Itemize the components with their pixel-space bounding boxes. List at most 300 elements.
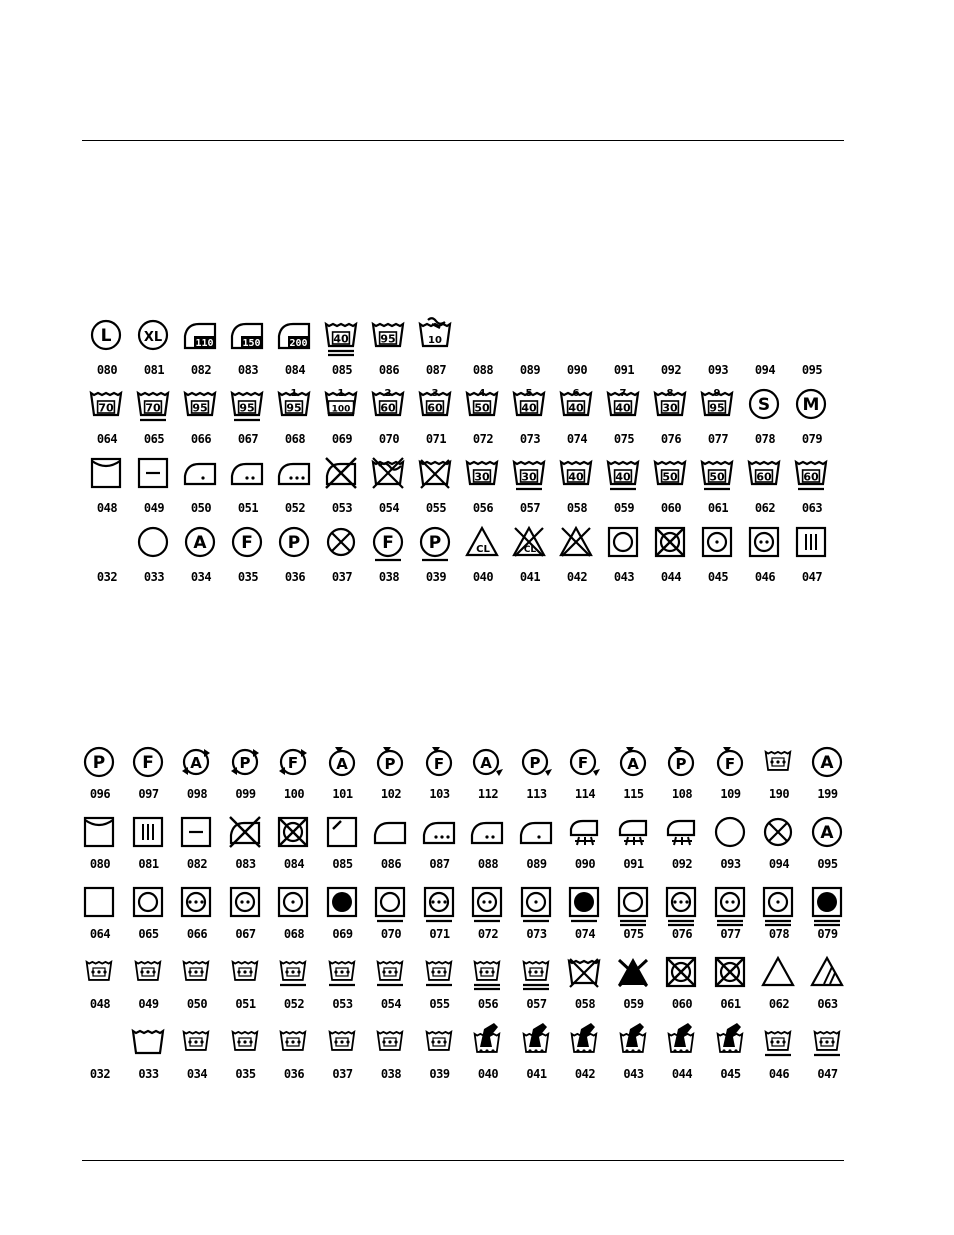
symbol-code-label: 050 — [190, 501, 212, 515]
tub-hand-fill-icon — [470, 1025, 504, 1065]
care-symbol-074 — [565, 885, 605, 951]
care-symbol-067 — [226, 885, 266, 951]
sq-circle-dot-icon — [747, 525, 781, 565]
symbol-code-label: 053 — [332, 997, 353, 1011]
symbol-code-label: 085 — [332, 857, 353, 871]
triangle-lines-icon — [810, 955, 844, 995]
symbol-code-label: 090 — [566, 363, 588, 377]
symbol-code-label: 075 — [613, 432, 635, 446]
tub-dots-icon — [228, 1025, 262, 1065]
care-symbol-091 — [614, 815, 654, 881]
care-symbol-094 — [759, 815, 799, 881]
svg-text:S: S — [757, 395, 771, 415]
tub-icon — [277, 387, 311, 427]
triangle-x-icon — [559, 525, 593, 565]
care-symbol-046 — [745, 525, 785, 591]
svg-text:30: 30 — [521, 470, 537, 484]
symbol-code-label: 199 — [817, 787, 838, 801]
circle-icon — [230, 525, 264, 565]
care-symbol-075 — [614, 885, 654, 951]
svg-text:40: 40 — [333, 332, 349, 346]
svg-text:F: F — [724, 755, 735, 773]
tub-icon — [700, 456, 734, 496]
symbol-code-label: 066 — [190, 432, 212, 446]
care-symbol-086 — [369, 318, 409, 384]
svg-text:50: 50 — [709, 470, 725, 484]
symbol-code-label: 060 — [660, 501, 682, 515]
circle-arrows-icon — [179, 745, 213, 785]
sq-circle-dot-icon — [179, 885, 213, 925]
symbol-code-label: 092 — [671, 857, 693, 871]
circle-icon — [89, 318, 123, 358]
circle-icon — [277, 525, 311, 565]
svg-text:A: A — [626, 755, 639, 773]
care-symbol-078 — [759, 885, 799, 951]
care-symbol-055 — [420, 955, 460, 1021]
care-symbol-042 — [557, 525, 597, 591]
care-symbol-102 — [371, 745, 411, 811]
tub-dots-icon — [179, 1025, 213, 1065]
care-symbol-050 — [177, 955, 217, 1021]
tub-dots-icon — [131, 955, 165, 995]
symbol-code-label: 044 — [671, 1067, 693, 1081]
care-symbol-065 — [129, 885, 169, 951]
svg-text:9: 9 — [713, 388, 721, 399]
care-symbol-083 — [228, 318, 268, 384]
symbol-code-label: 037 — [332, 1067, 353, 1081]
care-symbol-055 — [416, 456, 456, 522]
care-symbol-068 — [275, 387, 315, 453]
svg-text:L: L — [100, 326, 112, 346]
symbol-code-label: 037 — [331, 570, 353, 584]
triangle-icon — [761, 955, 795, 995]
care-symbol-071 — [420, 885, 460, 951]
circle-arrow-top-icon — [616, 745, 650, 785]
care-symbol-037 — [322, 525, 362, 591]
svg-text:1: 1 — [290, 388, 298, 399]
triangle-fill-x-icon — [616, 955, 650, 995]
care-symbol-079 — [792, 387, 832, 453]
tub-dots-icon — [179, 955, 213, 995]
symbol-code-label: 078 — [754, 432, 776, 446]
care-symbol-097 — [129, 745, 169, 811]
circle-icon — [713, 815, 747, 855]
svg-text:CL: CL — [523, 545, 537, 555]
sq-circle-fill-icon — [810, 885, 844, 925]
sq-circle-icon — [373, 885, 407, 925]
care-symbol-080 — [87, 318, 127, 384]
symbol-code-label: 039 — [425, 570, 447, 584]
symbol-code-label: 059 — [623, 997, 644, 1011]
circle-arrow-top-icon — [422, 745, 456, 785]
tub-icon — [324, 318, 358, 358]
care-symbol-078 — [745, 387, 785, 453]
svg-text:8: 8 — [666, 388, 674, 399]
care-symbol-108 — [662, 745, 702, 811]
svg-text:6: 6 — [572, 388, 580, 399]
symbol-code-label: 054 — [380, 997, 402, 1011]
care-symbol-035 — [228, 525, 268, 591]
symbol-code-label: 090 — [574, 857, 596, 871]
circle-arrow-right-icon — [519, 745, 553, 785]
care-symbol-067 — [228, 387, 268, 453]
symbol-code-label: 055 — [425, 501, 447, 515]
symbol-code-label: 070 — [378, 432, 400, 446]
symbol-code-label: 032 — [89, 1067, 111, 1081]
svg-text:30: 30 — [474, 470, 490, 484]
svg-text:A: A — [190, 754, 202, 772]
symbol-code-label: 066 — [186, 927, 208, 941]
care-symbol-084 — [274, 815, 314, 881]
svg-text:P: P — [92, 753, 106, 773]
symbol-code-label: 080 — [96, 363, 118, 377]
svg-text:M: M — [802, 395, 820, 415]
svg-text:100: 100 — [331, 404, 351, 415]
svg-text:60: 60 — [803, 470, 819, 484]
circle-icon — [747, 387, 781, 427]
care-symbol-034 — [181, 525, 221, 591]
symbol-code-label: 055 — [429, 997, 450, 1011]
tub-icon — [512, 456, 546, 496]
care-symbol-085 — [322, 318, 362, 384]
svg-text:200: 200 — [289, 338, 308, 349]
svg-text:A: A — [335, 755, 348, 773]
symbol-code-label: 097 — [138, 787, 159, 801]
symbol-code-label: 103 — [429, 787, 450, 801]
circle-icon — [371, 525, 405, 565]
care-symbol-053 — [323, 955, 363, 1021]
tub-dots-icon — [325, 1025, 359, 1065]
svg-text:60: 60 — [380, 401, 396, 415]
tub-plain-icon — [131, 1025, 165, 1065]
symbol-code-label: 052 — [283, 997, 305, 1011]
symbol-code-label: 083 — [235, 857, 256, 871]
care-symbol-066 — [181, 387, 221, 453]
symbol-code-label: 054 — [378, 501, 400, 515]
tub-dots-icon — [519, 955, 553, 995]
symbol-code-label: 086 — [380, 857, 402, 871]
symbol-code-label: 072 — [472, 432, 494, 446]
svg-text:F: F — [141, 753, 154, 773]
symbol-code-label: 053 — [331, 501, 353, 515]
care-symbol-074 — [557, 387, 597, 453]
symbol-code-label: 091 — [613, 363, 635, 377]
symbol-code-label: 079 — [801, 432, 823, 446]
iron-steam-icon — [616, 815, 650, 855]
symbol-code-label: 084 — [283, 857, 305, 871]
sq-circle-dot-icon — [422, 885, 456, 925]
care-symbol-082 — [181, 318, 221, 384]
tub-icon — [418, 387, 452, 427]
symbol-code-label: 046 — [768, 1067, 790, 1081]
tub-hand-fill-icon — [616, 1025, 650, 1065]
care-symbol-060 — [651, 456, 691, 522]
svg-text:30: 30 — [662, 401, 678, 415]
care-symbol-069 — [322, 387, 362, 453]
tub-dots-icon — [470, 955, 504, 995]
care-symbol-101 — [323, 745, 363, 811]
symbol-code-label: 077 — [720, 927, 741, 941]
care-symbol-046 — [759, 1025, 799, 1091]
sq-circle-x-icon — [664, 955, 698, 995]
care-symbol-070 — [371, 885, 411, 951]
symbol-code-label: 056 — [472, 501, 494, 515]
svg-text:A: A — [193, 533, 207, 553]
svg-text:P: P — [675, 755, 687, 773]
symbol-code-label: 081 — [138, 857, 159, 871]
sq-circle-x-slash-icon — [713, 955, 747, 995]
care-symbol-092 — [651, 318, 691, 384]
svg-text:70: 70 — [98, 401, 114, 415]
symbol-code-label: 047 — [801, 570, 823, 584]
care-symbol-049 — [134, 456, 174, 522]
svg-text:70: 70 — [145, 401, 161, 415]
circle-icon — [418, 525, 452, 565]
tub-icon — [700, 387, 734, 427]
symbol-code-label: 074 — [574, 927, 596, 941]
tub-dots-icon — [761, 745, 795, 785]
iron-box-icon — [183, 318, 217, 358]
symbol-code-label: 100 — [283, 787, 305, 801]
iron-x-icon — [324, 456, 358, 496]
tub-dots-icon — [325, 955, 359, 995]
care-symbol-058 — [565, 955, 605, 1021]
sq-dash-icon — [179, 815, 213, 855]
symbol-code-label: 045 — [720, 1067, 741, 1081]
circle-arrow-top-icon — [713, 745, 747, 785]
circle-arrows-icon — [276, 745, 310, 785]
symbol-code-label: 060 — [671, 997, 693, 1011]
care-symbol-080 — [80, 815, 120, 881]
svg-text:7: 7 — [619, 388, 627, 399]
tub-dots-icon — [276, 955, 310, 995]
sq-circle-fill-icon — [567, 885, 601, 925]
symbol-code-label: 051 — [237, 501, 259, 515]
symbol-code-label: 087 — [429, 857, 450, 871]
symbol-code-label: 043 — [613, 570, 635, 584]
svg-text:5: 5 — [525, 388, 533, 399]
care-symbol-048 — [87, 456, 127, 522]
symbol-code-label: 058 — [566, 501, 588, 515]
symbol-code-label: 067 — [237, 432, 259, 446]
care-symbol-047 — [792, 525, 832, 591]
iron-box-icon — [277, 318, 311, 358]
care-symbol-044 — [662, 1025, 702, 1091]
symbol-code-label: 057 — [519, 501, 541, 515]
iron-steam-icon — [664, 815, 698, 855]
sq-circle-dot-icon — [228, 885, 262, 925]
care-symbol-043 — [604, 525, 644, 591]
symbol-code-label: 035 — [235, 1067, 256, 1081]
symbol-code-label: 095 — [801, 363, 823, 377]
symbol-code-label: 085 — [331, 363, 353, 377]
symbol-code-label: 073 — [519, 432, 541, 446]
care-symbol-081 — [129, 815, 169, 881]
symbol-code-label: 109 — [720, 787, 741, 801]
care-symbol-061 — [698, 456, 738, 522]
svg-text:95: 95 — [709, 401, 725, 415]
tub-icon — [136, 387, 170, 427]
symbol-code-label: 038 — [378, 570, 400, 584]
care-symbol-100 — [274, 745, 314, 811]
symbol-code-label: 034 — [190, 570, 212, 584]
care-symbol-065 — [134, 387, 174, 453]
svg-text:P: P — [529, 754, 540, 772]
symbol-code-label: 102 — [380, 787, 402, 801]
sq-dash-icon — [136, 456, 170, 496]
care-symbol-054 — [371, 955, 411, 1021]
symbol-code-label: 035 — [237, 570, 259, 584]
tub-x-icon — [418, 456, 452, 496]
svg-text:P: P — [428, 533, 442, 553]
svg-text:F: F — [433, 755, 444, 773]
care-symbol-098 — [177, 745, 217, 811]
care-symbol-040 — [463, 525, 503, 591]
symbol-code-label: 036 — [283, 1067, 305, 1081]
svg-text:F: F — [577, 754, 589, 772]
symbol-code-label: 034 — [186, 1067, 208, 1081]
tub-dots-icon — [422, 1025, 456, 1065]
symbol-code-label: 094 — [754, 363, 776, 377]
symbol-code-label: 049 — [143, 501, 165, 515]
symbol-code-label: 078 — [768, 927, 790, 941]
sq-slash-icon — [325, 815, 359, 855]
symbol-code-label: 058 — [574, 997, 596, 1011]
symbol-code-label: 057 — [526, 997, 547, 1011]
care-symbol-094 — [745, 318, 785, 384]
symbol-code-label: 041 — [519, 570, 541, 584]
care-symbol-045 — [711, 1025, 751, 1091]
symbol-code-label: 047 — [817, 1067, 838, 1081]
care-symbol-032 — [87, 525, 127, 591]
care-symbol-041 — [510, 525, 550, 591]
symbol-code-label: 108 — [671, 787, 693, 801]
svg-text:40: 40 — [568, 401, 584, 415]
svg-text:150: 150 — [242, 338, 261, 349]
tub-hand-fill-icon — [519, 1025, 553, 1065]
tub-icon — [606, 387, 640, 427]
care-symbol-051 — [226, 955, 266, 1021]
symbol-code-label: 093 — [720, 857, 741, 871]
care-symbol-089 — [510, 318, 550, 384]
sq-circle-icon — [131, 885, 165, 925]
symbol-code-label: 190 — [768, 787, 790, 801]
sq-circle-fill-icon — [325, 885, 359, 925]
tub-icon — [747, 456, 781, 496]
care-symbol-050 — [181, 456, 221, 522]
circle-arrow-right-icon — [470, 745, 504, 785]
care-symbol-052 — [275, 456, 315, 522]
symbol-code-label: 094 — [768, 857, 790, 871]
svg-text:P: P — [384, 755, 396, 773]
circle-icon — [136, 525, 170, 565]
symbol-code-label: 061 — [707, 501, 729, 515]
symbol-code-label: 089 — [519, 363, 541, 377]
symbol-code-label: 070 — [380, 927, 402, 941]
care-symbol-054 — [369, 456, 409, 522]
tub-dots-icon — [228, 955, 262, 995]
tub-icon — [230, 387, 264, 427]
symbol-code-label: 061 — [720, 997, 741, 1011]
tub-dots-icon — [82, 955, 116, 995]
symbol-code-label: 040 — [477, 1067, 499, 1081]
care-symbol-061 — [711, 955, 751, 1021]
svg-text:CL: CL — [476, 544, 490, 555]
symbol-code-label: 092 — [660, 363, 682, 377]
iron-icon — [277, 456, 311, 496]
tub-hand-icon — [418, 318, 452, 358]
circle-arrow-top-icon — [664, 745, 698, 785]
iron-icon — [519, 815, 553, 855]
care-symbol-057 — [517, 955, 557, 1021]
symbol-code-label: 045 — [707, 570, 729, 584]
symbol-code-label: 099 — [235, 787, 256, 801]
symbol-code-label: 046 — [754, 570, 776, 584]
iron-icon — [470, 815, 504, 855]
care-symbol-042 — [565, 1025, 605, 1091]
care-symbol-057 — [510, 456, 550, 522]
iron-icon — [183, 456, 217, 496]
symbol-code-label: 062 — [768, 997, 790, 1011]
sq-circle-icon — [616, 885, 650, 925]
care-symbol-047 — [808, 1025, 848, 1091]
care-symbol-083 — [226, 815, 266, 881]
circle-icon — [794, 387, 828, 427]
svg-text:F: F — [287, 754, 299, 772]
care-symbol-052 — [274, 955, 314, 1021]
care-symbol-038 — [371, 1025, 411, 1091]
iron-icon — [373, 815, 407, 855]
circle-arrow-top-icon — [373, 745, 407, 785]
svg-text:2: 2 — [384, 388, 392, 399]
circle-x-icon — [324, 525, 358, 565]
symbol-code-label: 068 — [284, 432, 306, 446]
tub-icon — [559, 456, 593, 496]
care-symbol-037 — [323, 1025, 363, 1091]
sq-icon — [82, 885, 116, 925]
tub-dots-icon — [761, 1025, 795, 1065]
circle-arrow-top-icon — [325, 745, 359, 785]
care-symbol-069 — [323, 885, 363, 951]
care-symbol-034 — [177, 1025, 217, 1091]
svg-text:1: 1 — [337, 388, 345, 399]
svg-text:50: 50 — [662, 470, 678, 484]
care-symbol-064 — [80, 885, 120, 951]
care-symbol-041 — [517, 1025, 557, 1091]
symbol-code-label: 091 — [623, 857, 644, 871]
symbol-code-label: 075 — [623, 927, 644, 941]
svg-text:95: 95 — [192, 401, 208, 415]
care-symbol-087 — [420, 815, 460, 881]
symbol-code-label: 087 — [425, 363, 447, 377]
iron-x-icon — [228, 815, 262, 855]
tub-x-icon — [567, 955, 601, 995]
care-symbol-032 — [80, 1025, 120, 1091]
tub-dots-icon — [276, 1025, 310, 1065]
symbol-code-label: 076 — [660, 432, 682, 446]
symbol-code-label: 088 — [477, 857, 499, 871]
symbol-code-label: 080 — [89, 857, 111, 871]
tub-dots-icon — [373, 1025, 407, 1065]
symbol-code-label: 074 — [566, 432, 588, 446]
care-symbol-096 — [80, 745, 120, 811]
svg-text:40: 40 — [615, 401, 631, 415]
symbol-code-label: 089 — [526, 857, 547, 871]
tub-dots-icon — [422, 955, 456, 995]
svg-text:50: 50 — [474, 401, 490, 415]
iron-steam-icon — [567, 815, 601, 855]
symbol-code-label: 049 — [138, 997, 159, 1011]
